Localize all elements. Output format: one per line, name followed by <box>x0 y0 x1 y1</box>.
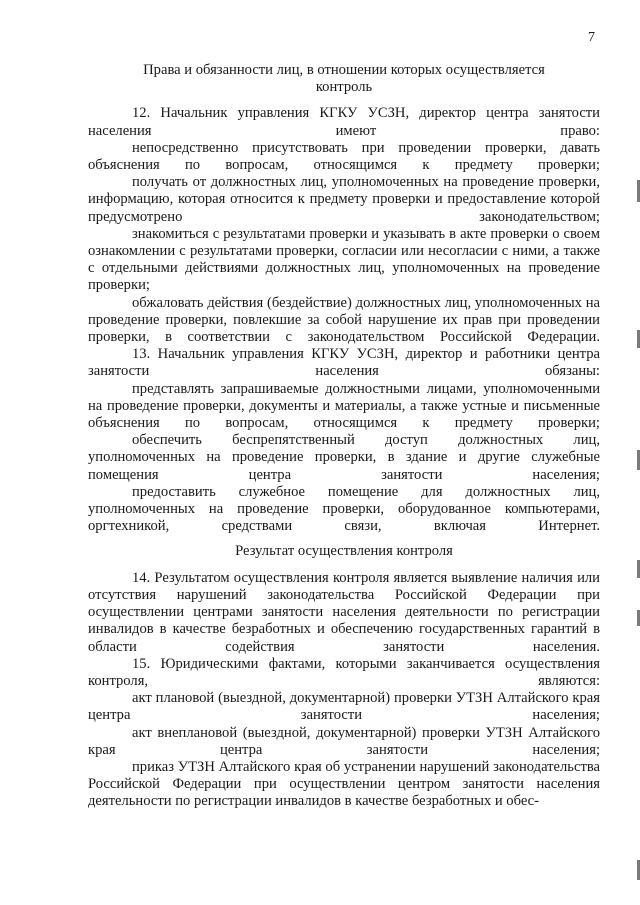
list-item-ensure-access: обеспечить беспрепятственный доступ должностных лиц, уполномоченных на проведение проверки, в здание и другие служебные помещения центра занятости населения; <box>88 432 600 483</box>
paragraph-13: 13. Начальник управления КГКУ УСЗН, директор и работники центра занятости населения обязаны: <box>88 346 600 380</box>
list-item-receive-info: получать от должностных лиц, уполномоченных на проведение проверки, информацию, которая относится к предмету проверки и предоставление которой предусмотрено законодательством; <box>88 174 600 225</box>
list-item-provide-premises: предоставить служебное помещение для должностных лиц, уполномоченных на проведение проверки, оборудованное компьютерами, оргтехникой, средствами связи, включая Интернет. <box>88 483 600 535</box>
document-body <box>88 62 600 811</box>
section-heading-result: Результат осуществления контроля <box>235 543 453 560</box>
list-item-review-results: знакомиться с результатами проверки и указывать в акте проверки о своем ознакомлении с результатами проверки, согласии или несогласии с ними, а также с отдельными действиями должностных лиц, уполномоченных на проведение проверки; <box>88 225 600 294</box>
page-number: 7 <box>588 30 595 45</box>
paragraph-14: 14. Результатом осуществления контроля является выявление наличия или отсутствия нарушений законодательства Российской Федерации при осуществлении центрами занятости населения деятельности по регистрации инвалидов в качестве безработных и обеспечению государственных гарантий в области содействия занятости населения. <box>88 569 600 655</box>
list-item-unplanned-act: акт внеплановой (выездной, документарной) проверки УТЗН Алтайского края центра занятости населения; <box>88 724 600 758</box>
list-item-provide-documents: представлять запрашиваемые должностными лицами, уполномоченными на проведение проверки, документы и материалы, а также устные и письменные объяснения по вопросам, относящимся к предмету проверки; <box>88 380 600 432</box>
list-item-planned-act: акт плановой (выездной, документарной) проверки УТЗН Алтайского края центра занятости населения; <box>88 690 600 724</box>
list-item-order: приказ УТЗН Алтайского края об устранении нарушений законодательства Российской Федерации при осуществлении центром занятости населения деятельности по регистрации инвалидов в качестве безработных и обес- <box>88 758 600 810</box>
list-item-appeal: обжаловать действия (бездействие) должностных лиц, уполномоченных на проведение проверки, повлекшие за собой нарушение их прав при проведении проверки, в соответствии с законодательством Российской Федерации. <box>88 294 600 346</box>
paragraph-15: 15. Юридическими фактами, которыми заканчивается осуществления контроля, являются: <box>88 655 600 689</box>
section-heading-rights: Права и обязанности лиц, в отношении которых осуществляется контроль <box>143 62 545 96</box>
list-item-attend: непосредственно присутствовать при проведении проверки, давать объяснения по вопросам, относящимся к предмету проверки; <box>88 139 600 174</box>
paragraph-12: 12. Начальник управления КГКУ УСЗН, директор центра занятости населения имеют право: <box>88 105 600 139</box>
